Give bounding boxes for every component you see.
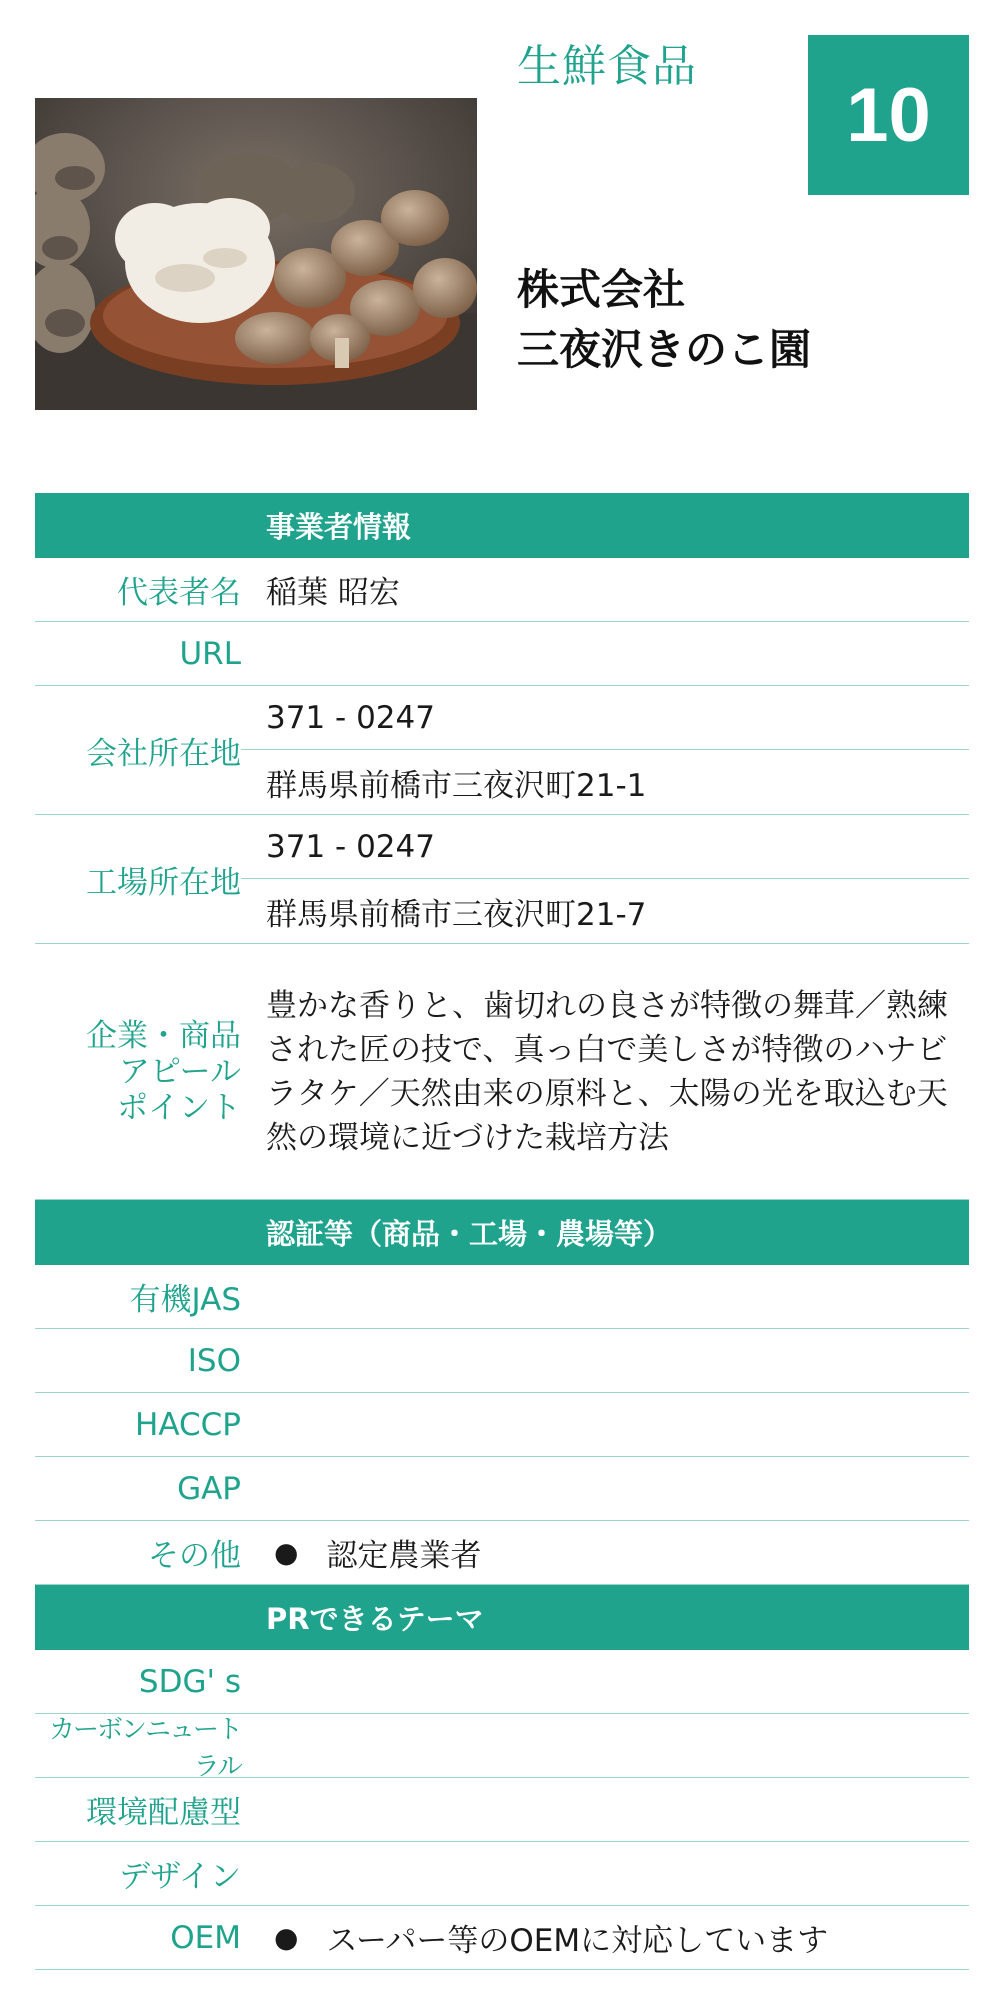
representative-label: 代表者名 <box>117 575 241 611</box>
iso-label: ISO <box>187 1342 241 1379</box>
bullet-icon: ● <box>274 1536 299 1569</box>
company-address-value: 群馬県前橋市三夜沢町21-1 <box>266 767 647 804</box>
other-certs-label: その他 <box>148 1538 241 1574</box>
row-sdgs <box>35 1650 969 1714</box>
section-header-certifications: 認証等（商品・工場・農場等） <box>35 1200 969 1265</box>
bullet-icon: ● <box>274 1921 299 1954</box>
sdgs-label: SDG' s <box>138 1663 241 1700</box>
row-appeal-point <box>35 944 969 1200</box>
factory-address-label: 工場所在地 <box>86 864 241 901</box>
url-label: URL <box>179 635 241 672</box>
appeal-point-label: 企業・商品 アピール ポイント <box>86 1017 241 1126</box>
company-address-label: 会社所在地 <box>86 735 241 772</box>
representative-value: 稲葉 昭宏 <box>266 575 400 611</box>
organic-jas-value <box>241 1265 969 1328</box>
sdgs-value <box>241 1650 969 1713</box>
gap-label: GAP <box>177 1470 241 1507</box>
row-gap <box>35 1457 969 1521</box>
section-header-pr-themes: PRできるテーマ <box>35 1585 969 1650</box>
row-representative <box>35 558 969 622</box>
factory-postal-code: 371 - 0247 <box>241 815 969 879</box>
row-haccp <box>35 1393 969 1457</box>
product-photo <box>35 98 477 410</box>
company-postal-code: 371 - 0247 <box>241 686 969 750</box>
haccp-value <box>241 1393 969 1456</box>
info-table <box>35 493 969 1970</box>
other-certs-value <box>241 1521 969 1584</box>
row-design <box>35 1842 969 1906</box>
oem-text: スーパー等のOEMに対応しています <box>326 1923 829 1959</box>
company-name-line1: 株式会社 <box>517 265 686 314</box>
iso-value <box>241 1329 969 1392</box>
oem-label: OEM <box>170 1919 241 1956</box>
row-carbon-neutral <box>35 1714 969 1782</box>
carbon-neutral-value <box>241 1714 969 1777</box>
environment-label: 環境配慮型 <box>86 1795 241 1831</box>
entry-number-badge: 10 <box>808 35 969 195</box>
row-oem <box>35 1906 969 1970</box>
section-header-business: 事業者情報 <box>35 493 969 558</box>
appeal-point-value: 豊かな香りと、歯切れの良さが特徴の舞茸／熟練された匠の技で、真っ白で美しさが特徴のハナビラタケ／天然由来の原料と、太陽の光を取込む天然の環境に近づけた栽培方法 <box>266 987 948 1156</box>
mushroom-photo-illustration <box>35 98 477 410</box>
haccp-label: HACCP <box>135 1406 241 1443</box>
url-value <box>241 622 969 685</box>
row-organic-jas <box>35 1265 969 1329</box>
design-label: デザイン <box>119 1859 241 1895</box>
row-url <box>35 622 969 686</box>
row-other-certs <box>35 1521 969 1585</box>
category-label: 生鮮食品 <box>517 41 697 92</box>
oem-value <box>241 1906 969 1969</box>
row-factory-address <box>35 815 969 944</box>
factory-address-value: 群馬県前橋市三夜沢町21-7 <box>266 896 647 933</box>
environment-value <box>241 1778 969 1841</box>
row-company-address <box>35 686 969 815</box>
gap-value <box>241 1457 969 1520</box>
company-name <box>517 260 811 380</box>
row-environment <box>35 1778 969 1842</box>
other-certs-text: 認定農業者 <box>326 1538 482 1574</box>
company-name-line2: 三夜沢きのこ園 <box>517 325 812 374</box>
row-iso <box>35 1329 969 1393</box>
carbon-neutral-label: カーボンニュートラル <box>48 1714 241 1782</box>
design-value <box>241 1842 969 1905</box>
organic-jas-label: 有機JAS <box>129 1282 241 1318</box>
